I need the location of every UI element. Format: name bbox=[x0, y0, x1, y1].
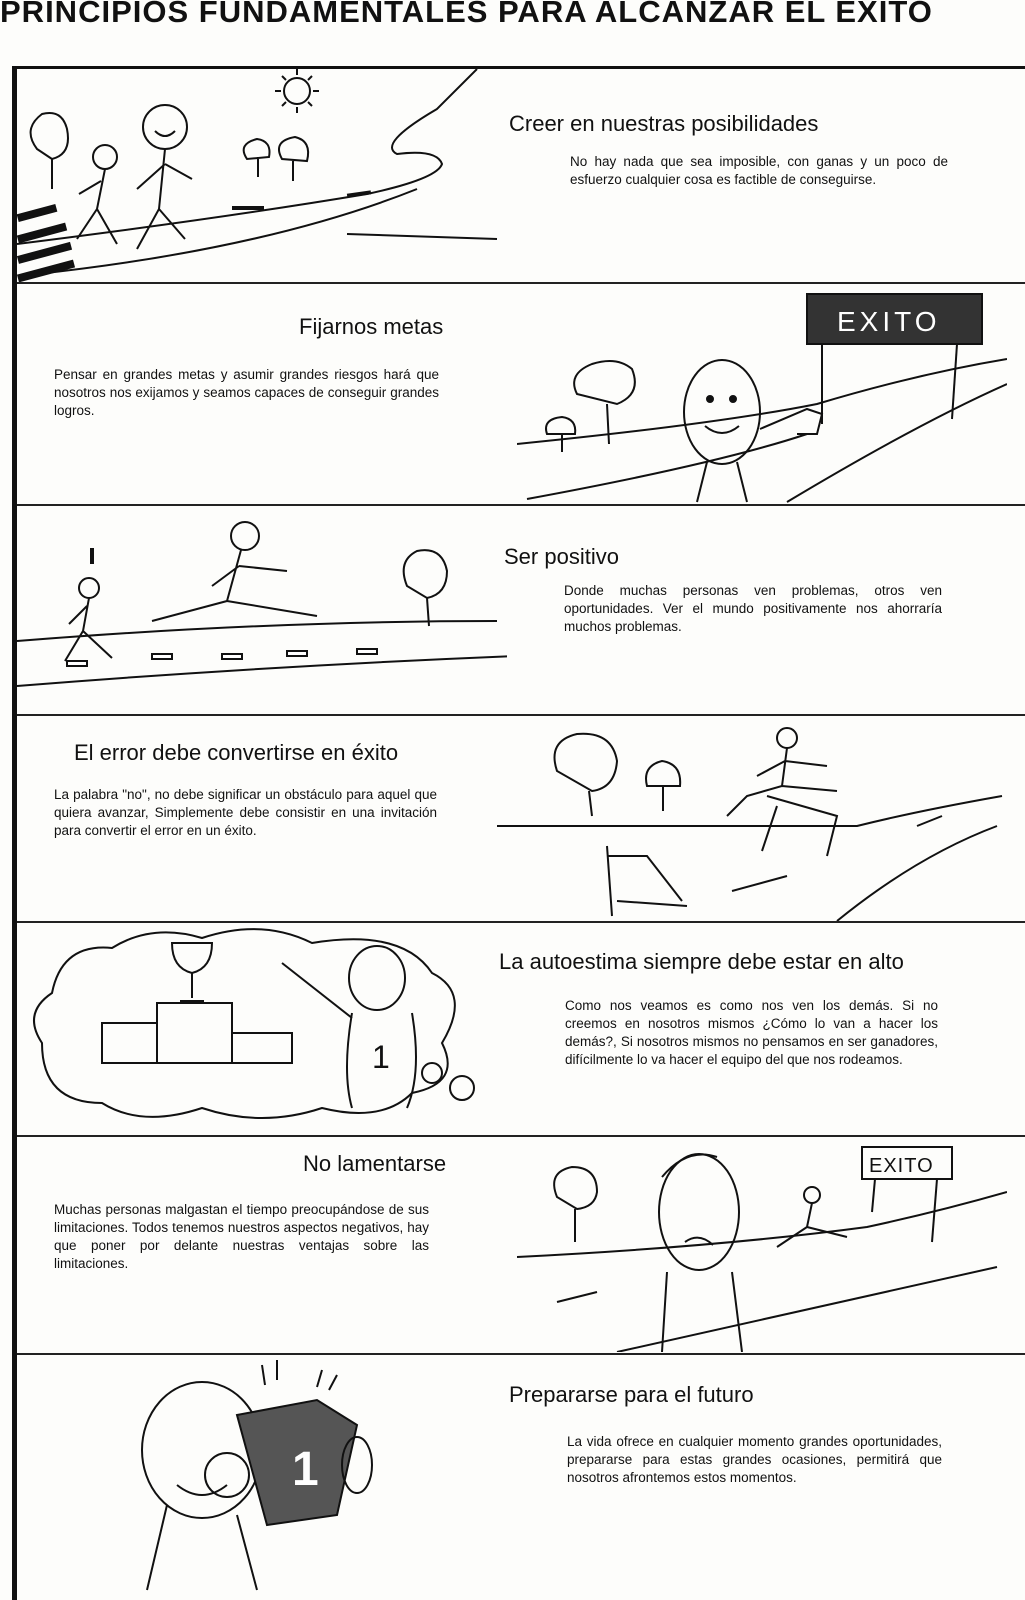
section-body: No hay nada que sea imposible, con ganas y un poco de esfuerzo cualquier cosa es factible de conseguirse. bbox=[570, 154, 948, 187]
section-heading: Prepararse para el futuro bbox=[509, 1382, 754, 1407]
section-autoestima bbox=[17, 923, 1025, 1137]
goal-sign-text: EXITO bbox=[837, 306, 941, 337]
section-body: Pensar en grandes metas y asumir grandes riesgos hará que nosotros nos exijamos y seamos capaces de conseguir grandes logros. bbox=[54, 367, 439, 418]
section-heading: La autoestima siempre debe estar en alto bbox=[499, 949, 904, 974]
trophy-cup-illustration bbox=[107, 1355, 477, 1595]
section-body: La vida ofrece en cualquier momento grandes oportunidades, prepararse para estas grandes ocasiones, permitirá que nosotros afrontemos estos momentos. bbox=[567, 1434, 942, 1485]
section-heading: Ser positivo bbox=[504, 544, 619, 569]
dreaming-trophy-illustration bbox=[22, 923, 502, 1133]
hurdles-illustration bbox=[497, 716, 1007, 921]
section-heading: Fijarnos metas bbox=[299, 314, 444, 339]
section-heading: Creer en nuestras posibilidades bbox=[509, 111, 819, 136]
section-heading: El error debe convertirse en éxito bbox=[74, 740, 399, 765]
jersey-number: 1 bbox=[372, 1039, 390, 1075]
goal-arch-illustration bbox=[517, 284, 1007, 504]
exito-sign-text: EXITO bbox=[869, 1155, 934, 1177]
running-road-illustration bbox=[17, 506, 507, 711]
section-body: La palabra "no", no debe significar un obstáculo para aquel que quiera avanzar, Simplemente debe consistir en una invitación para convertir el error en un éxito. bbox=[54, 787, 437, 838]
section-body: Como nos veamos es como nos ven los demás. Si no creemos en nosotros mismos ¿Cómo lo van a hacer los demás?, Si nosotros mismos no pensamos en ser ganadores, difícilmente lo va hacer el equipo del que nos rodeamos. bbox=[565, 998, 938, 1067]
section-body: Muchas personas malgastan el tiempo preocupándose de sus limitaciones. Todos tenemos nuestros aspectos negativos, hay que poner por delante nuestras ventajas sobre las limitaciones. bbox=[54, 1202, 429, 1271]
section-creer bbox=[17, 69, 1025, 284]
section-body: Donde muchas personas ven problemas, otros ven oportunidades. Ver el mundo positivamente nos ahorraría muchos problemas. bbox=[564, 583, 942, 634]
section-positivo bbox=[17, 506, 1025, 716]
section-error bbox=[17, 716, 1025, 923]
page-title: PRINCIPIOS FUNDAMENTALES PARA ALCANZAR EL EXITO bbox=[0, 0, 933, 29]
section-heading: No lamentarse bbox=[303, 1151, 447, 1176]
trophy-number: 1 bbox=[292, 1443, 319, 1496]
section-fijarnos bbox=[17, 284, 1025, 506]
worried-runner-illustration bbox=[517, 1137, 1007, 1352]
section-futuro bbox=[17, 1355, 1025, 1600]
section-lamentarse bbox=[17, 1137, 1025, 1355]
runners-road-illustration bbox=[17, 69, 507, 282]
